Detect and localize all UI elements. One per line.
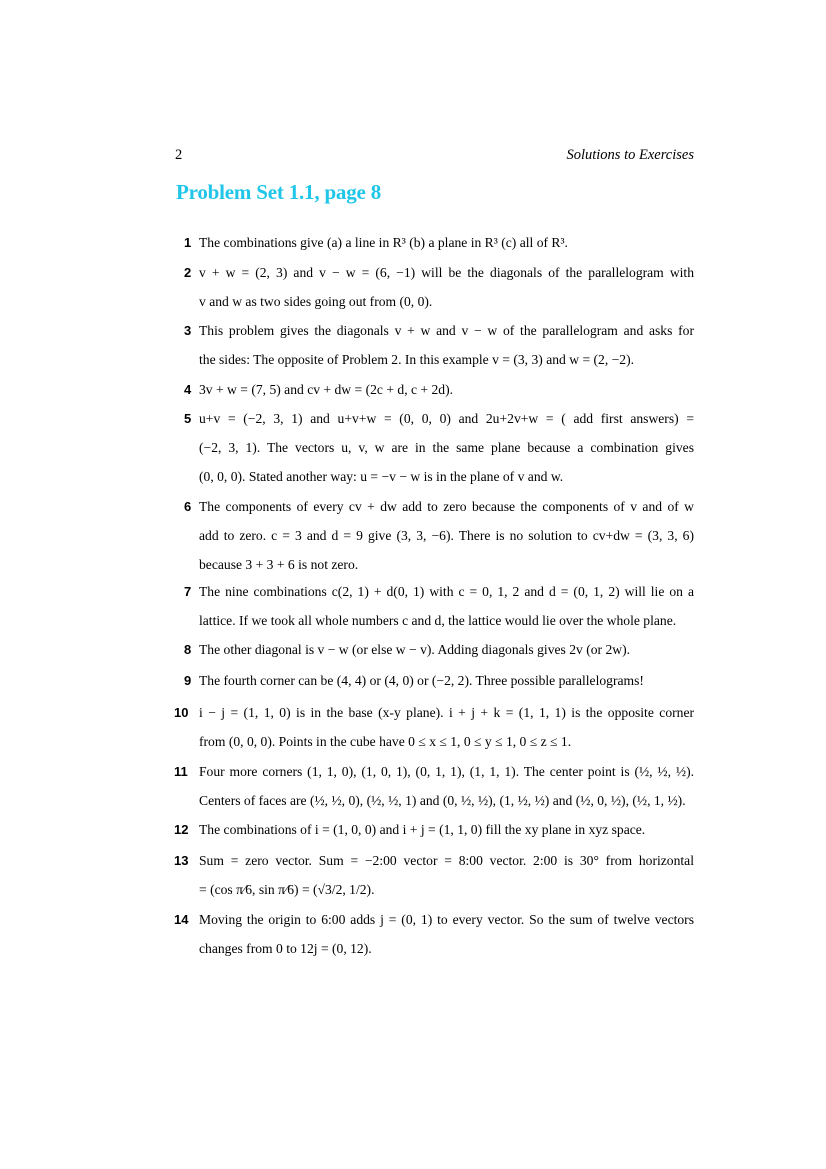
problem-number: 8 <box>184 642 192 657</box>
problem-number: 9 <box>184 673 192 688</box>
problem-item <box>174 815 694 844</box>
problem-text-line: The nine combinations c(2, 1) + d(0, 1) with c = 0, 1, 2 and d = (0, 1, 2) will lie on a <box>199 584 694 599</box>
problem-item <box>174 316 694 374</box>
problem-number: 11 <box>174 764 188 779</box>
problem-item <box>174 258 694 316</box>
problem-item <box>174 577 694 635</box>
problem-text-line: Sum = zero vector. Sum = −2:00 vector = 8:00 vector. 2:00 is 30° from horizontal <box>199 853 694 868</box>
problem-item <box>174 404 694 491</box>
problem-number: 7 <box>184 584 192 599</box>
problem-number: 2 <box>184 265 192 280</box>
problem-number: 3 <box>184 323 192 338</box>
problem-text-line: because 3 + 3 + 6 is not zero. <box>199 557 359 572</box>
problem-text-line: This problem gives the diagonals v + w and v − w of the parallelogram and asks for <box>199 323 694 338</box>
problem-text-line: 3v + w = (7, 5) and cv + dw = (2c + d, c + 2d). <box>199 382 454 397</box>
problem-item <box>174 698 694 756</box>
problem-item <box>174 757 694 815</box>
running-title: Solutions to Exercises <box>566 147 694 163</box>
problem-text-line: changes from 0 to 12j = (0, 12). <box>199 941 372 956</box>
problem-item <box>174 228 694 257</box>
page-number: 2 <box>175 147 183 163</box>
problem-text-line: lattice. If we took all whole numbers c and d, the lattice would lie over the whole plane. <box>199 613 677 628</box>
problem-number: 1 <box>184 235 192 250</box>
problem-number: 12 <box>174 822 189 837</box>
problem-number: 14 <box>174 912 189 927</box>
problem-text-line: The combinations of i = (1, 0, 0) and i + j = (1, 1, 0) fill the xy plane in xyz space. <box>199 822 646 837</box>
page-header <box>175 147 694 167</box>
problem-number: 5 <box>184 411 192 426</box>
problem-text-line: Moving the origin to 6:00 adds j = (0, 1) to every vector. So the sum of twelve vectors <box>199 912 694 927</box>
problem-item <box>174 492 694 579</box>
problem-item <box>174 635 694 664</box>
problem-item <box>174 846 694 904</box>
problem-number: 6 <box>184 499 192 514</box>
problem-item <box>174 666 694 695</box>
problem-text-line: Centers of faces are (½, ½, 0), (½, ½, 1) and (0, ½, ½), (1, ½, ½) and (½, 0, ½), (½, 1, ½). <box>199 793 686 808</box>
problem-text-line: The fourth corner can be (4, 4) or (4, 0) or (−2, 2). Three possible parallelograms! <box>199 673 644 688</box>
problem-number: 4 <box>184 382 192 397</box>
problem-text-line: The other diagonal is v − w (or else w − v). Adding diagonals gives 2v (or 2w). <box>199 642 630 657</box>
problem-item <box>174 375 694 404</box>
problem-text-line: = (cos π⁄6, sin π⁄6) = (√3/2, 1/2). <box>199 882 375 897</box>
problem-text-line: the sides: The opposite of Problem 2. In this example v = (3, 3) and w = (2, −2). <box>199 352 635 367</box>
problem-text-line: The components of every cv + dw add to zero because the components of v and of w <box>199 499 694 514</box>
problem-text-line: i − j = (1, 1, 0) is in the base (x-y plane). i + j + k = (1, 1, 1) is the opposite corner <box>199 705 694 720</box>
problem-number: 13 <box>174 853 189 868</box>
problem-number: 10 <box>174 705 189 720</box>
problem-text-line: Four more corners (1, 1, 0), (1, 0, 1), (0, 1, 1), (1, 1, 1). The center point is (½, ½, ½). <box>199 764 694 779</box>
problem-text-line: (0, 0, 0). Stated another way: u = −v − w is in the plane of v and w. <box>199 469 564 484</box>
problem-text-line: add to zero. c = 3 and d = 9 give (3, 3, −6). There is no solution to cv+dw = (3, 3, 6) <box>199 528 694 543</box>
problem-text-line: u+v = (−2, 3, 1) and u+v+w = (0, 0, 0) and 2u+2v+w = ( add first answers) = <box>199 411 694 426</box>
problem-text-line: v + w = (2, 3) and v − w = (6, −1) will be the diagonals of the parallelogram with <box>199 265 694 280</box>
problem-text-line: The combinations give (a) a line in R³ (b) a plane in R³ (c) all of R³. <box>199 235 568 250</box>
problem-text-line: (−2, 3, 1). The vectors u, v, w are in the same plane because a combination gives <box>199 440 694 455</box>
section-title: Problem Set 1.1, page 8 <box>176 180 381 204</box>
problem-text-line: from (0, 0, 0). Points in the cube have 0 ≤ x ≤ 1, 0 ≤ y ≤ 1, 0 ≤ z ≤ 1. <box>199 734 572 749</box>
problem-item <box>174 905 694 963</box>
problem-text-line: v and w as two sides going out from (0, 0). <box>199 294 433 309</box>
